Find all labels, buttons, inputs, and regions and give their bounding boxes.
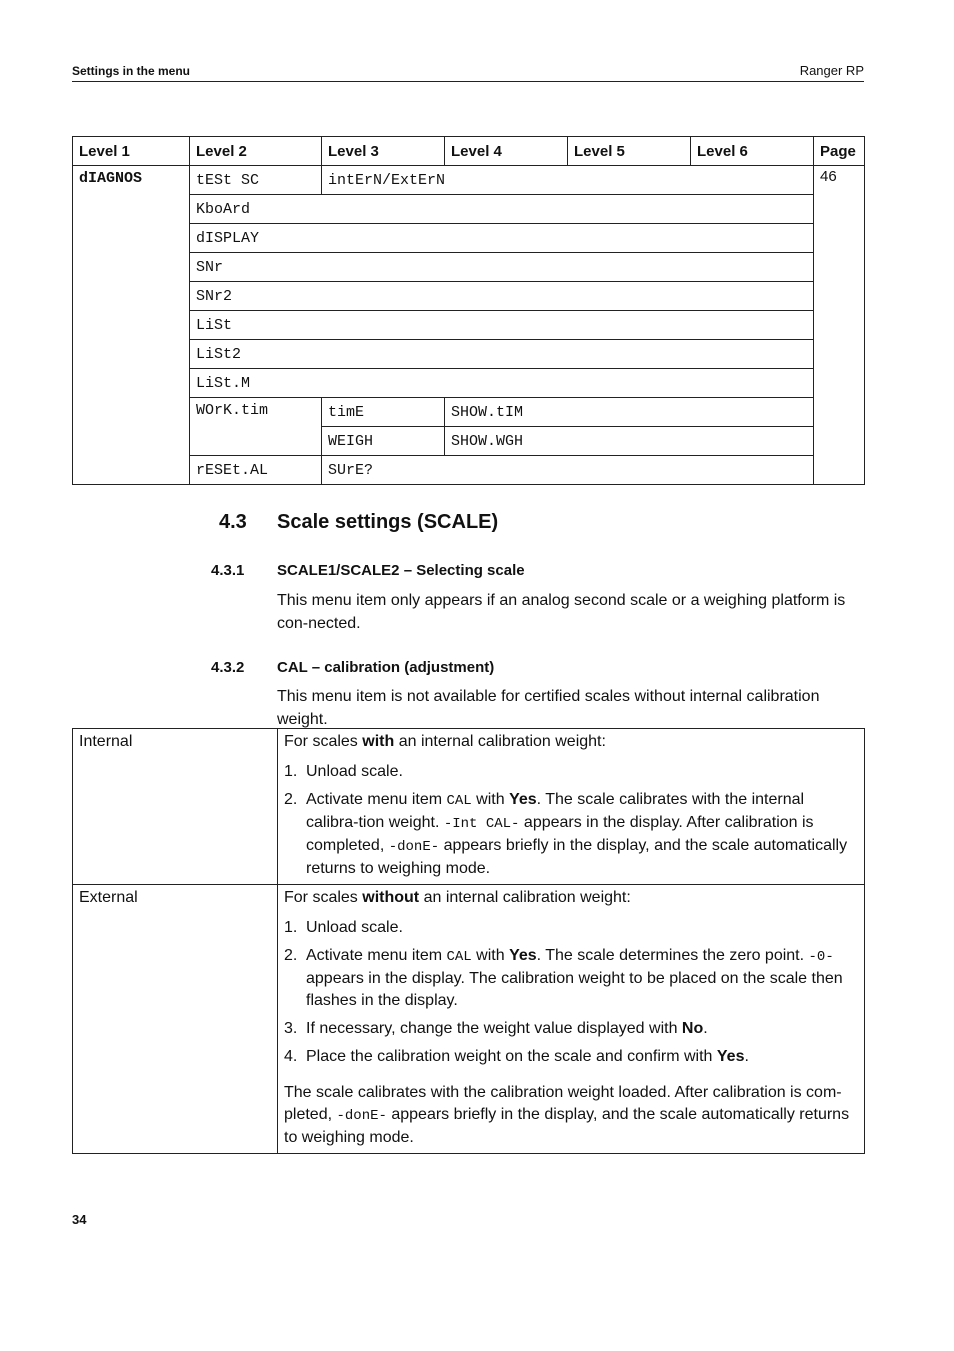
step-number: 4. (284, 1048, 298, 1065)
step-text: appears briefly in the display, and the scale automatically returns to weighing mode. (306, 837, 848, 877)
section-4-3-number: 4.3 (219, 511, 247, 533)
section-4-3-2-title: CAL – calibration (adjustment) (277, 659, 495, 676)
page-ref: 46 (814, 166, 865, 485)
section-4-3-1-title: SCALE1/SCALE2 – Selecting scale (277, 562, 525, 579)
table-row (73, 166, 865, 195)
col-header-page: Page (814, 137, 865, 166)
step-number: 2. (284, 791, 298, 808)
key-name: No (681, 1020, 704, 1037)
display-code: CAL (446, 793, 472, 809)
external-description (278, 885, 865, 1154)
step-text: with (471, 791, 510, 808)
key-name: Yes (509, 791, 537, 808)
intro-text: For scales (284, 889, 363, 906)
level4-show-tim: SHOW.tIM (445, 398, 814, 427)
step-text: appears in the display. After calibration is completed, (306, 814, 814, 854)
level3-sure: SUrE? (322, 456, 814, 485)
section-4-3-2-number: 4.3.2 (211, 659, 245, 676)
level2-snr: SNr (190, 253, 814, 282)
external-closing (284, 1082, 858, 1149)
list-item (284, 789, 858, 880)
list-item (284, 761, 858, 783)
level3-time: timE (322, 398, 445, 427)
level1-diagnos: dIAGNOS (73, 166, 190, 485)
display-code: -0- (808, 949, 834, 965)
table-row (73, 311, 865, 340)
table-row (73, 253, 865, 282)
level2-list-m: LiSt.M (190, 369, 814, 398)
list-item (284, 945, 858, 1012)
intro-emphasis: without (362, 889, 420, 906)
list-item (284, 1018, 858, 1040)
level4-show-wgh: SHOW.WGH (445, 427, 814, 456)
list-item (284, 917, 858, 939)
col-header-level6: Level 6 (691, 137, 814, 166)
table-row (73, 195, 865, 224)
external-intro (284, 887, 858, 909)
intro-text: an internal calibration weight: (419, 889, 631, 906)
header-rule (72, 81, 864, 82)
display-code: -donE- (388, 839, 440, 855)
section-4-3-title: Scale settings (SCALE) (277, 511, 499, 533)
step-number: 1. (284, 919, 298, 936)
table-row (73, 282, 865, 311)
step-number: 3. (284, 1020, 298, 1037)
display-code: -Int CAL- (443, 816, 520, 832)
closing-text: appears briefly in the display, and the scale automatically returns to weighing mode. (284, 1106, 850, 1146)
intro-text: For scales (284, 733, 363, 750)
table-row (73, 369, 865, 398)
section-4-3-2-body: This menu item is not available for certified scales without internal calibration weight. (277, 688, 820, 728)
level2-list: LiSt (190, 311, 814, 340)
col-header-level5: Level 5 (568, 137, 691, 166)
step-text: with (471, 947, 510, 964)
step-number: 1. (284, 763, 298, 780)
closing-text: The scale calibrates with the calibration weight loaded. After calibration is com-pleted, (284, 1084, 842, 1123)
key-name: Yes (716, 1048, 745, 1065)
level2-display: dISPLAY (190, 224, 814, 253)
table-row (73, 398, 865, 427)
step-text: . The scale determines the zero point. (536, 947, 809, 964)
step-text: . The scale calibrates with the internal calibra-tion weight. (306, 791, 805, 831)
level2-reset-al: rESEt.AL (190, 456, 322, 485)
key-name: Yes (509, 947, 537, 964)
col-header-level2: Level 2 (190, 137, 322, 166)
level2-snr2: SNr2 (190, 282, 814, 311)
step-text: appears in the display. The calibration weight to be placed on the scale then flashes in the display. (306, 970, 843, 1009)
page-header-section: Settings in the menu (72, 64, 191, 78)
section-4-3-1-number: 4.3.1 (211, 562, 245, 579)
level2-list2: LiSt2 (190, 340, 814, 369)
level2-kboard: KboArd (190, 195, 814, 224)
list-item (284, 1046, 858, 1068)
step-text: . (744, 1048, 749, 1065)
display-code: -donE- (336, 1108, 387, 1124)
calibration-table (72, 728, 865, 1154)
table-row (73, 885, 865, 1154)
step-text: Unload scale. (306, 919, 403, 936)
table-row (73, 340, 865, 369)
table-row (73, 729, 865, 885)
step-text: . (703, 1020, 708, 1037)
step-text: Place the calibration weight on the scale and confirm with (306, 1048, 717, 1065)
level3-intern-extern: intErN/ExtErN (322, 166, 814, 195)
level2-work-tim: WOrK.tim (190, 398, 322, 456)
page-header-product: Ranger RP (799, 63, 864, 78)
page-number: 34 (72, 1212, 87, 1227)
menu-table-header-row (73, 137, 865, 166)
internal-description (278, 729, 865, 885)
external-label: External (73, 885, 278, 1154)
internal-steps (284, 761, 858, 880)
table-row (73, 224, 865, 253)
intro-emphasis: with (362, 733, 395, 750)
menu-structure-table (72, 136, 865, 485)
internal-intro (284, 731, 858, 753)
col-header-level3: Level 3 (322, 137, 445, 166)
level2-test-sc: tESt SC (190, 166, 322, 195)
col-header-level4: Level 4 (445, 137, 568, 166)
internal-label: Internal (73, 729, 278, 885)
external-steps (284, 917, 858, 1068)
step-text: Activate menu item (306, 791, 447, 808)
intro-text: an internal calibration weight: (394, 733, 606, 750)
table-row (73, 456, 865, 485)
col-header-level1: Level 1 (73, 137, 190, 166)
level3-weigh: WEIGH (322, 427, 445, 456)
step-text: Activate menu item (306, 947, 447, 964)
step-text: Unload scale. (306, 763, 403, 780)
step-text: If necessary, change the weight value displayed with (306, 1020, 682, 1037)
step-number: 2. (284, 947, 298, 964)
section-4-3-1-body: This menu item only appears if an analog second scale or a weighing platform is con-nected. (277, 592, 846, 632)
display-code: CAL (446, 949, 472, 965)
